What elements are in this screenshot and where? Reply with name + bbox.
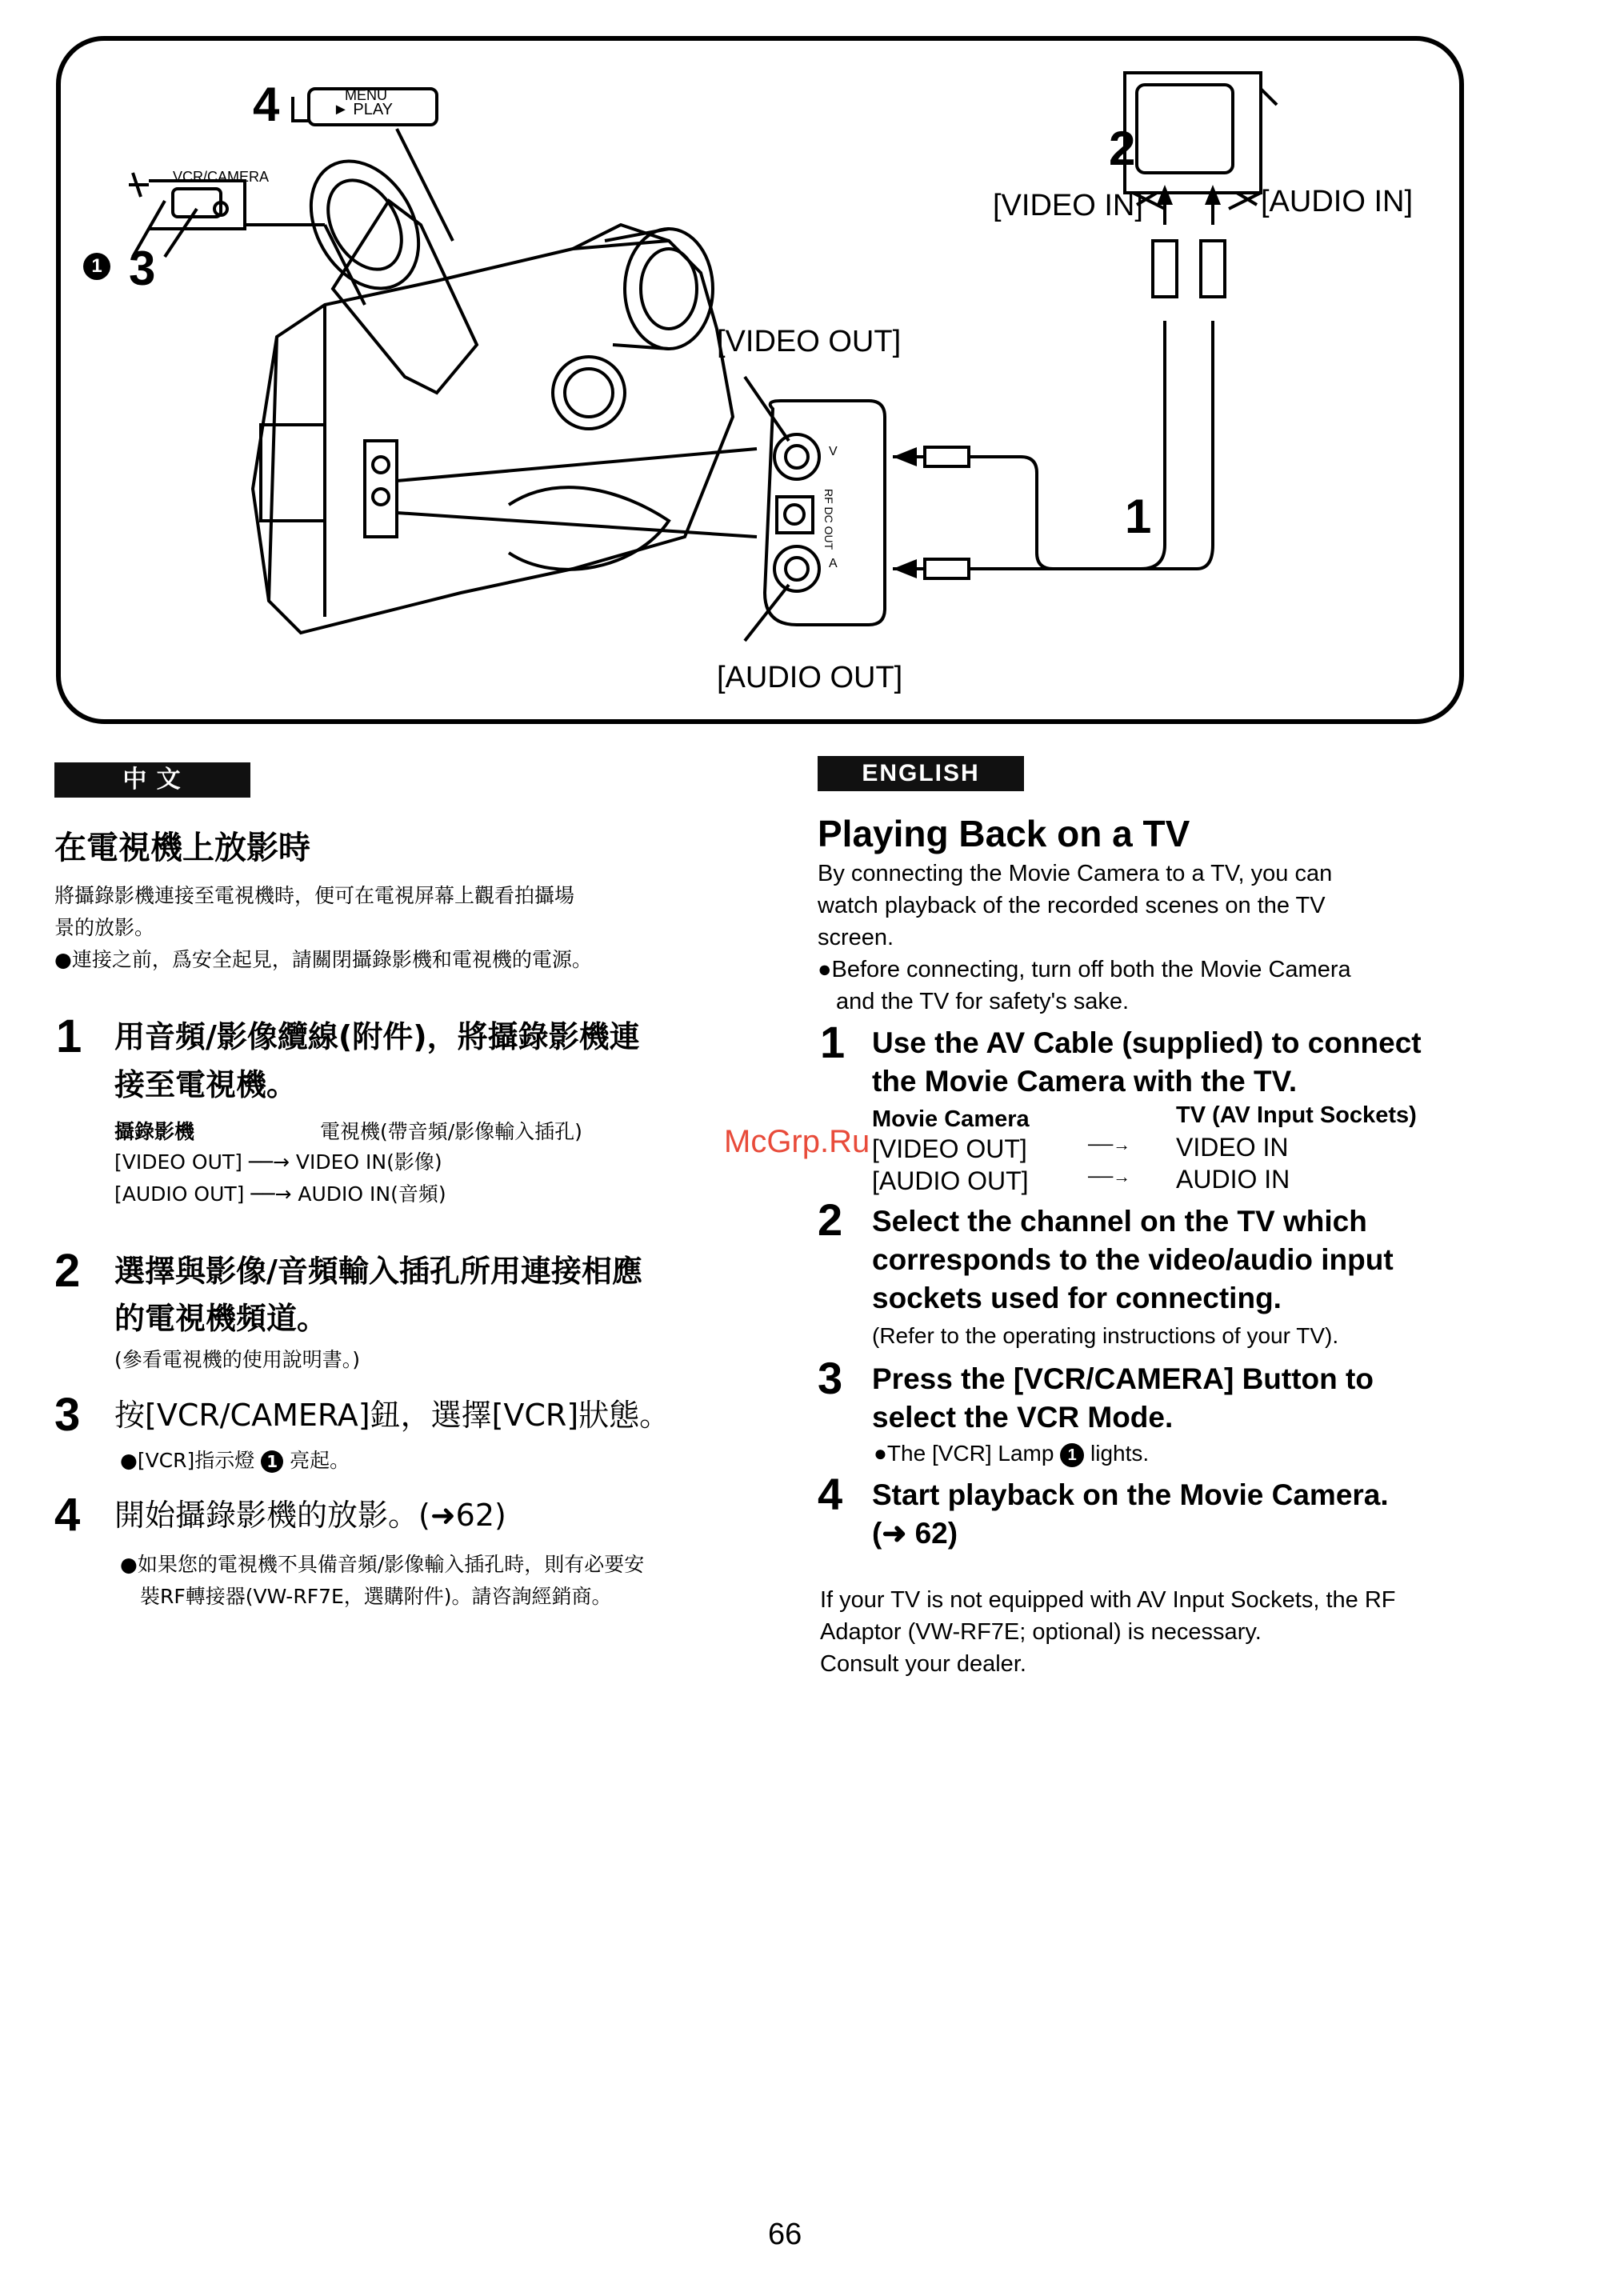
chinese-step-4-number: 4 — [54, 1489, 81, 1541]
chinese-table-head-left: 攝錄影機 — [114, 1120, 195, 1143]
chinese-intro-line-1: 將攝錄影機連接至電視機時，便可在電視屏幕上觀看拍攝場 — [54, 884, 575, 907]
chinese-step-4-line-1: 開始攝錄影機的放影。(➜62) — [114, 1498, 506, 1533]
play-label: ► PLAY — [333, 101, 394, 118]
english-step-3-note — [874, 1438, 1149, 1470]
english-step-4-line-1: Start playback on the Movie Camera. — [872, 1478, 1389, 1511]
english-step-4-line-2: (➜ 62) — [872, 1517, 958, 1550]
jack-rf-label: RF DC OUT — [822, 489, 835, 550]
english-step-2-line-1: Select the channel on the TV which — [872, 1205, 1367, 1238]
english-intro-line-3: screen. — [818, 925, 894, 950]
english-step-3-note-b: lights. — [1090, 1441, 1150, 1466]
chinese-step-3-note-b: 亮起。 — [290, 1449, 350, 1472]
english-step-3-number: 3 — [818, 1353, 843, 1403]
chinese-step-1-number: 1 — [56, 1010, 82, 1062]
english-step-4-number: 4 — [818, 1469, 843, 1519]
chinese-language-bar: 中 文 — [54, 762, 250, 798]
lamp-number-icon: 1 — [261, 1450, 283, 1473]
english-table-row-2-left: [AUDIO OUT] — [872, 1166, 1029, 1195]
english-table-head-right: TV (AV Input Sockets) — [1176, 1102, 1417, 1128]
chinese-step-4-note-1: ●如果您的電視機不具備音頻/影像輸入插孔時，則有必要安 — [120, 1553, 645, 1576]
chinese-table-row-2: [AUDIO OUT] ──→ AUDIO IN(音頻) — [114, 1182, 446, 1206]
english-step-2-line-2: corresponds to the video/audio input — [872, 1243, 1394, 1276]
english-language-bar: ENGLISH — [818, 756, 1024, 791]
lamp-number-icon: 1 — [83, 253, 110, 280]
video-in-label: [VIDEO IN] — [993, 189, 1143, 222]
vcr-camera-switch-label: VCR/CAMERA — [173, 169, 270, 185]
english-footer-line-2: Adaptor (VW-RF7E; optional) is necessary. — [820, 1619, 1262, 1645]
english-table-row-2-right: AUDIO IN — [1176, 1165, 1290, 1194]
chinese-step-2-line-2: 的電視機頻道。 — [114, 1301, 328, 1336]
chinese-step-4-note-2: 裝RF轉接器(VW-RF7E，選購附件)。請咨詢經銷商。 — [140, 1585, 612, 1608]
english-step-2-note: (Refer to the operating instructions of your TV). — [872, 1323, 1339, 1348]
step-1-marker: 1 — [1125, 490, 1152, 543]
step-4-marker: 4 — [253, 78, 280, 131]
chinese-step-3-number: 3 — [54, 1389, 81, 1441]
english-footer-line-1: If your TV is not equipped with AV Input Sockets, the RF — [820, 1587, 1396, 1613]
chinese-step-2-number: 2 — [54, 1245, 81, 1297]
english-intro-line-2: watch playback of the recorded scenes on the TV — [818, 893, 1326, 918]
chinese-step-2-line-1: 選擇與影像/音頻輸入插孔所用連接相應 — [114, 1254, 642, 1289]
page-number: 66 — [768, 2218, 802, 2251]
english-title: Playing Back on a TV — [818, 813, 1190, 854]
jack-a-label: A — [829, 557, 838, 570]
chinese-table-row-1: [VIDEO OUT] ──→ VIDEO IN(影像) — [114, 1150, 442, 1174]
english-table-row-1-arrow: ──→ — [1088, 1134, 1131, 1154]
audio-out-label: [AUDIO OUT] — [717, 661, 903, 694]
chinese-intro-bullet: ●連接之前，爲安全起見，請關閉攝錄影機和電視機的電源。 — [54, 948, 592, 971]
english-intro-line-1: By connecting the Movie Camera to a TV, you can — [818, 861, 1333, 886]
chinese-step-1-line-2: 接至電視機。 — [114, 1067, 298, 1102]
english-intro-bullet-1: ●Before connecting, turn off both the Movie Camera — [818, 957, 1351, 982]
chinese-step-1-line-1: 用音頻/影像纜線(附件)，將攝錄影機連 — [114, 1019, 640, 1054]
menu-label: MENU — [345, 87, 387, 103]
camera-tv-illustration — [61, 41, 1469, 729]
english-table-row-1-right: VIDEO IN — [1176, 1133, 1289, 1162]
audio-in-label: [AUDIO IN] — [1261, 185, 1414, 218]
english-step-1-line-1: Use the AV Cable (supplied) to connect — [872, 1026, 1422, 1059]
chinese-step-3-note — [120, 1445, 350, 1477]
english-intro-bullet-2: and the TV for safety's sake. — [836, 989, 1130, 1014]
chinese-step-3-line-1: 按[VCR/CAMERA]鈕，選擇[VCR]狀態。 — [114, 1398, 670, 1433]
lamp-number-icon: 1 — [1060, 1443, 1084, 1467]
step-2-marker: 2 — [1109, 122, 1136, 175]
english-table-row-1-left: [VIDEO OUT] — [872, 1134, 1027, 1163]
english-step-3-note-a: ●The [VCR] Lamp — [874, 1441, 1054, 1466]
english-step-3-line-2: select the VCR Mode. — [872, 1401, 1174, 1434]
connection-diagram — [56, 36, 1464, 724]
chinese-step-2-note: (參看電視機的使用說明書。) — [114, 1348, 361, 1371]
english-table-row-2-arrow: ──→ — [1088, 1166, 1131, 1186]
video-out-label: [VIDEO OUT] — [717, 325, 902, 358]
english-step-2-line-3: sockets used for connecting. — [872, 1282, 1282, 1314]
lamp-marker — [83, 253, 110, 280]
jack-v-label: V — [829, 445, 838, 458]
english-footer-line-3: Consult your dealer. — [820, 1651, 1026, 1677]
step-3-marker: 3 — [129, 242, 156, 295]
english-table-head-left: Movie Camera — [872, 1106, 1030, 1132]
english-step-2-number: 2 — [818, 1194, 843, 1245]
chinese-step-3-note-a: ●[VCR]指示燈 — [120, 1449, 255, 1472]
english-step-3-line-1: Press the [VCR/CAMERA] Button to — [872, 1362, 1374, 1395]
watermark: McGrp.Ru — [724, 1124, 870, 1159]
chinese-title: 在電視機上放影時 — [54, 830, 310, 866]
chinese-intro-line-2: 景的放影。 — [54, 916, 155, 939]
chinese-table-head-right: 電視機(帶音頻/影像輸入插孔) — [320, 1120, 582, 1143]
english-step-1-number: 1 — [820, 1017, 846, 1067]
english-step-1-line-2: the Movie Camera with the TV. — [872, 1065, 1298, 1098]
